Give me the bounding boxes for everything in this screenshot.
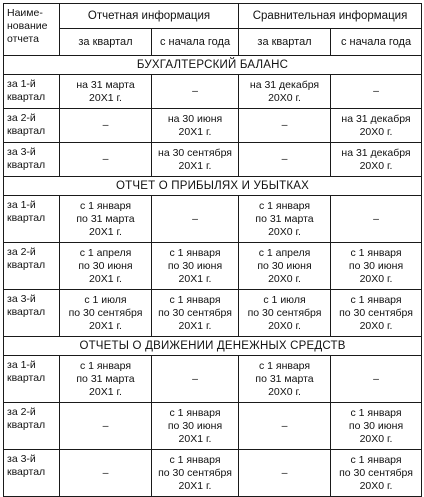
cell-comparative-ytd: – <box>331 75 422 109</box>
cell-comparative-quarter: с 1 июля по 30 сентября 20Х0 г. <box>239 290 331 337</box>
header-group-comparative: Сравнительная информация <box>239 4 422 29</box>
cell-comparative-ytd: с 1 января по 30 июня 20Х0 г. <box>331 243 422 290</box>
header-row-columns <box>4 29 422 56</box>
table-row <box>4 75 422 109</box>
cell-comparative-ytd: на 31 декабря 20Х0 г. <box>331 143 422 177</box>
cell-reporting-ytd: с 1 января по 30 июня 20Х1 г. <box>152 403 239 450</box>
cell-comparative-ytd: – <box>331 196 422 243</box>
table-row <box>4 290 422 337</box>
cell-comparative-quarter: с 1 апреля по 30 июня 20Х0 г. <box>239 243 331 290</box>
cell-reporting-ytd: – <box>152 196 239 243</box>
cell-reporting-quarter: с 1 января по 31 марта 20Х1 г. <box>60 356 152 403</box>
cell-reporting-ytd: – <box>152 75 239 109</box>
row-period-label: за 3-й квартал <box>4 450 60 497</box>
cell-reporting-quarter: – <box>60 403 152 450</box>
cell-comparative-quarter: с 1 января по 31 марта 20Х0 г. <box>239 196 331 243</box>
cell-reporting-quarter: – <box>60 143 152 177</box>
cell-comparative-quarter: с 1 января по 31 марта 20Х0 г. <box>239 356 331 403</box>
cell-comparative-ytd: с 1 января по 30 сентября 20Х0 г. <box>331 290 422 337</box>
cell-reporting-quarter: – <box>60 109 152 143</box>
header-report-name: Наиме- нование отчета <box>4 4 60 56</box>
row-period-label: за 2-й квартал <box>4 243 60 290</box>
cell-reporting-ytd: с 1 января по 30 сентября 20Х1 г. <box>152 450 239 497</box>
table-row <box>4 109 422 143</box>
header-reporting-quarter: за квартал <box>60 29 152 56</box>
cell-reporting-ytd: с 1 января по 30 июня 20Х1 г. <box>152 243 239 290</box>
cell-reporting-quarter: – <box>60 450 152 497</box>
cell-reporting-ytd: – <box>152 356 239 403</box>
header-group-reporting: Отчетная информация <box>60 4 239 29</box>
section-row <box>4 337 422 356</box>
cell-comparative-ytd: на 31 декабря 20Х0 г. <box>331 109 422 143</box>
cell-reporting-quarter: с 1 апреля по 30 июня 20Х1 г. <box>60 243 152 290</box>
section-title-balance-sheet: БУХГАЛТЕРСКИЙ БАЛАНС <box>4 56 422 75</box>
section-row <box>4 56 422 75</box>
cell-comparative-quarter: – <box>239 450 331 497</box>
cell-reporting-quarter: с 1 января по 31 марта 20Х1 г. <box>60 196 152 243</box>
cell-comparative-ytd: с 1 января по 30 июня 20Х0 г. <box>331 403 422 450</box>
table-row <box>4 143 422 177</box>
section-row <box>4 177 422 196</box>
row-period-label: за 2-й квартал <box>4 109 60 143</box>
header-comparative-ytd: с начала года <box>331 29 422 56</box>
table-row <box>4 243 422 290</box>
section-title-income-statement: ОТЧЕТ О ПРИБЫЛЯХ И УБЫТКАХ <box>4 177 422 196</box>
cell-comparative-quarter: на 31 декабря 20Х0 г. <box>239 75 331 109</box>
row-period-label: за 2-й квартал <box>4 403 60 450</box>
header-comparative-quarter: за квартал <box>239 29 331 56</box>
cell-reporting-quarter: с 1 июля по 30 сентября 20Х1 г. <box>60 290 152 337</box>
cell-comparative-ytd: с 1 января по 30 сентября 20Х0 г. <box>331 450 422 497</box>
header-row-groups <box>4 4 422 29</box>
row-period-label: за 3-й квартал <box>4 290 60 337</box>
table-row <box>4 196 422 243</box>
table-row <box>4 356 422 403</box>
row-period-label: за 1-й квартал <box>4 75 60 109</box>
cell-reporting-ytd: на 30 сентября 20Х1 г. <box>152 143 239 177</box>
section-title-cash-flow: ОТЧЕТЫ О ДВИЖЕНИИ ДЕНЕЖНЫХ СРЕДСТВ <box>4 337 422 356</box>
cell-reporting-ytd: на 30 июня 20Х1 г. <box>152 109 239 143</box>
cell-comparative-quarter: – <box>239 143 331 177</box>
cell-reporting-ytd: с 1 января по 30 сентября 20Х1 г. <box>152 290 239 337</box>
cell-comparative-quarter: – <box>239 109 331 143</box>
header-reporting-ytd: с начала года <box>152 29 239 56</box>
cell-reporting-quarter: на 31 марта 20Х1 г. <box>60 75 152 109</box>
row-period-label: за 1-й квартал <box>4 356 60 403</box>
row-period-label: за 3-й квартал <box>4 143 60 177</box>
cell-comparative-ytd: – <box>331 356 422 403</box>
row-period-label: за 1-й квартал <box>4 196 60 243</box>
table-row <box>4 450 422 497</box>
cell-comparative-quarter: – <box>239 403 331 450</box>
reporting-periods-table <box>3 3 422 497</box>
table-row <box>4 403 422 450</box>
